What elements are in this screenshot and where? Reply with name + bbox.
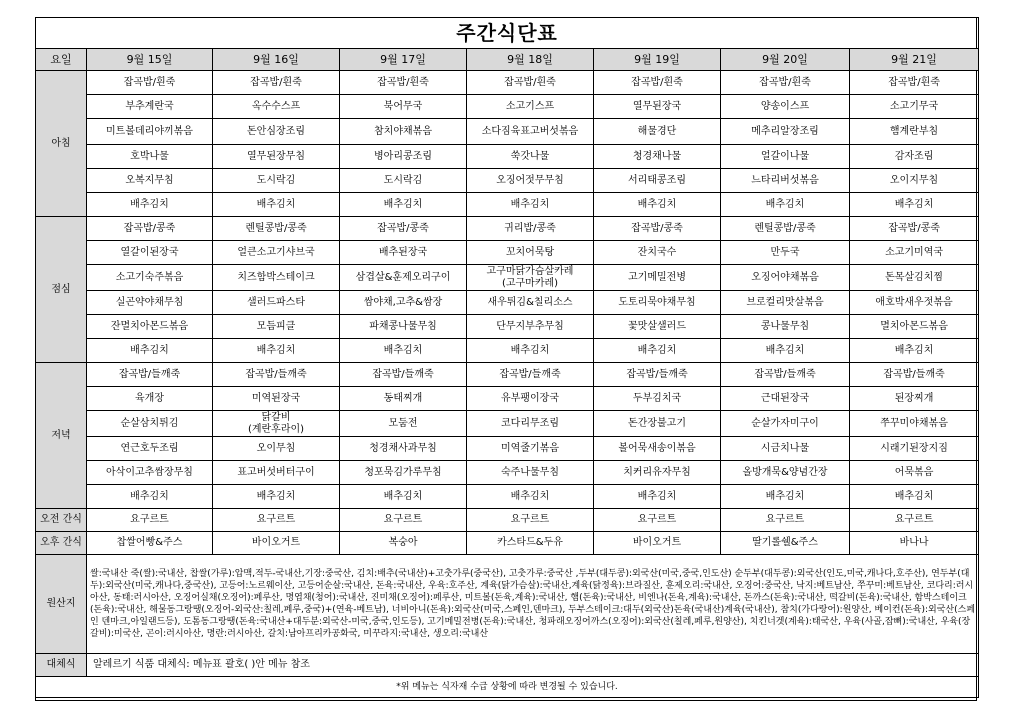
alt-label: 대체식 <box>36 654 87 677</box>
menu-cell: 잡곡밥/들깨죽 <box>87 363 213 387</box>
menu-cell: 잡곡밥/들깨죽 <box>467 363 594 387</box>
day-header: 9월 20일 <box>721 49 850 71</box>
menu-cell: 오징어젓무무침 <box>467 169 594 193</box>
menu-cell: 파채콩나물무침 <box>340 315 467 339</box>
menu-cell: 해물경단 <box>594 119 721 145</box>
menu-cell: 실곤약야채무침 <box>87 291 213 315</box>
menu-cell: 잡곡밥/흰죽 <box>721 71 850 95</box>
menu-cell: 애호박새우젓볶음 <box>850 291 979 315</box>
menu-cell: 잡곡밥/콩죽 <box>87 217 213 241</box>
pm-snack-row <box>36 532 979 555</box>
origin-text: 쌀:국내산 죽(쌀):국내산, 찹쌀(가루):압맥,적두-국내산,기장:중국산, 김치:배추(국내산)+고춧가루(중국산), 고춧가루:중국산 ,두부(대두콩):외국산(미국,중국,인도산) 순두부(대두콩):외국산(인도,미국,캐나다,호주산), 연두부(대두):외국산(미국,캐나다,중국산), 고등어:노르웨이산, 고등어순살:국내산, 돈육:국내산, 우육:호주산, 계육(닭가슴살):국내산,계육(닭정육):브라질산, 훈제오리:국내산, 오징어:중국산, 낙지:베트남산, 쭈꾸미:베트남산, 코다리:러시아산, 동태:러시아산, 오징어실채(오징어):페루산, 명엽채(청어):국내산, 진미채(오징어):페루산, 미트볼(돈육,계육):국내산, 햄(돈육):국내산, 비엔나(돈육,계육):국내산, 돈까스(돈육):국내산, 떡갈비(돈육):국내산, 함박스테이크(돈육):국내산, 해물동그랑땡(오징어-외국산:칠레,페루,중국)+(연육-베트남), 너비아니(돈육):외국산(미국,스페인,덴마크), 두부스테이크:대두(외국산)돈육(국내산)계육(국내산), 참치(가다랑어):원양산, 베이컨(돈육):외국산(스페인 덴마크,아일랜드등), 도톰동그랑땡(돈육:국내산+대두분:외국산-미국,중국,인도등), 고기메밀전병(돈육):국내산, 청파래오징어까스(오징어):외국산(칠레,페루,원양산), 치킨너겟(계육):태국산, 우육(사골,잡뼈):국내산, 우육(장갈비):미국산, 곤이:러시아산, 명란:러시아산, 갈치:남아프리카공화국, 미꾸라지:국내산, 생오리:국내산 <box>87 555 979 654</box>
am-snack-cell: 요구르트 <box>850 509 979 532</box>
menu-cell: 잡곡밥/콩죽 <box>594 217 721 241</box>
menu-cell: 옥수수스프 <box>213 95 340 119</box>
menu-cell: 볼어묵새송이볶음 <box>594 437 721 461</box>
menu-cell: 단무지부추무침 <box>467 315 594 339</box>
menu-cell: 순살가자미구이 <box>721 411 850 437</box>
menu-cell: 잡곡밥/들깨죽 <box>594 363 721 387</box>
pm-snack-cell: 바이오거트 <box>213 532 340 555</box>
menu-cell: 연근호두조림 <box>87 437 213 461</box>
menu-cell: 배추김치 <box>340 485 467 509</box>
menu-cell: 배추된장국 <box>340 241 467 265</box>
menu-cell: 오복지무침 <box>87 169 213 193</box>
alt-text: 알레르기 식품 대체식: 메뉴표 괄호( )안 메뉴 참조 <box>87 654 979 677</box>
menu-cell: 올방개묵&양념간장 <box>721 461 850 485</box>
menu-cell: 멸치아몬드볶음 <box>850 315 979 339</box>
menu-cell: 배추김치 <box>721 339 850 363</box>
menu-cell: 순살삼치튀김 <box>87 411 213 437</box>
breakfast-row <box>36 95 979 119</box>
menu-cell: 배추김치 <box>467 193 594 217</box>
menu-cell: 잡곡밥/콩죽 <box>340 217 467 241</box>
am-snack-cell: 요구르트 <box>594 509 721 532</box>
menu-cell: 잡곡밥/들깨죽 <box>850 363 979 387</box>
menu-cell: 근대된장국 <box>721 387 850 411</box>
dinner-row <box>36 461 979 485</box>
page-title: 주간식단표 <box>36 18 979 49</box>
menu-cell: 렌틸콩밥/콩죽 <box>213 217 340 241</box>
day-header: 9월 15일 <box>87 49 213 71</box>
pm-snack-cell: 딸기롤쉘&주스 <box>721 532 850 555</box>
origin-label: 원산지 <box>36 555 87 654</box>
menu-cell: 동태찌개 <box>340 387 467 411</box>
menu-cell: 배추김치 <box>594 339 721 363</box>
menu-cell: 시금치나물 <box>721 437 850 461</box>
menu-cell: 잡곡밥/흰죽 <box>850 71 979 95</box>
menu-cell: 닭갈비 (계란후라이) <box>213 411 340 437</box>
dinner-row <box>36 411 979 437</box>
menu-cell: 메추리알장조림 <box>721 119 850 145</box>
menu-cell: 돈간장불고기 <box>594 411 721 437</box>
menu-cell: 호박나물 <box>87 145 213 169</box>
menu-cell: 귀리밥/콩죽 <box>467 217 594 241</box>
menu-cell: 양송이스프 <box>721 95 850 119</box>
menu-cell: 도시락김 <box>340 169 467 193</box>
menu-cell: 잡곡밥/들깨죽 <box>340 363 467 387</box>
menu-cell: 잡곡밥/흰죽 <box>594 71 721 95</box>
menu-cell: 청경채사과무침 <box>340 437 467 461</box>
menu-cell: 유부팽이장국 <box>467 387 594 411</box>
dinner-row <box>36 437 979 461</box>
menu-cell: 서리태콩조림 <box>594 169 721 193</box>
menu-cell: 숙주나물무침 <box>467 461 594 485</box>
day-header: 9월 18일 <box>467 49 594 71</box>
menu-cell: 청경채나물 <box>594 145 721 169</box>
pm-snack-cell: 바이오거트 <box>594 532 721 555</box>
menu-cell: 배추김치 <box>594 485 721 509</box>
menu-cell: 모듬피클 <box>213 315 340 339</box>
breakfast-label: 아침 <box>36 71 87 217</box>
pm-snack-cell: 복숭아 <box>340 532 467 555</box>
breakfast-row <box>36 71 979 95</box>
menu-cell: 소고기미역국 <box>850 241 979 265</box>
origin-row <box>36 555 979 654</box>
menu-cell: 소고기무국 <box>850 95 979 119</box>
dinner-row <box>36 387 979 411</box>
menu-cell: 배추김치 <box>594 193 721 217</box>
day-header: 9월 19일 <box>594 49 721 71</box>
lunch-row <box>36 315 979 339</box>
lunch-row <box>36 291 979 315</box>
menu-cell: 두부김치국 <box>594 387 721 411</box>
menu-cell: 잡곡밥/들깨죽 <box>213 363 340 387</box>
pm-snack-cell: 바나나 <box>850 532 979 555</box>
day-header: 9월 17일 <box>340 49 467 71</box>
weekly-menu-table <box>35 17 979 698</box>
am-snack-cell: 요구르트 <box>467 509 594 532</box>
pm-snack-cell: 찹쌀어빵&주스 <box>87 532 213 555</box>
menu-cell: 고구마닭가슴살카레 (고구마카레) <box>467 265 594 291</box>
menu-cell: 콩나물무침 <box>721 315 850 339</box>
am-snack-row <box>36 509 979 532</box>
menu-cell: 청포묵김가루무침 <box>340 461 467 485</box>
menu-cell: 잡곡밥/흰죽 <box>467 71 594 95</box>
dinner-row <box>36 363 979 387</box>
menu-cell: 육개장 <box>87 387 213 411</box>
lunch-label: 점심 <box>36 217 87 363</box>
menu-cell: 배추김치 <box>721 193 850 217</box>
menu-cell: 배추김치 <box>467 339 594 363</box>
menu-cell: 미역된장국 <box>213 387 340 411</box>
pm-snack-label: 오후 간식 <box>36 532 87 555</box>
menu-cell: 오이지무침 <box>850 169 979 193</box>
am-snack-cell: 요구르트 <box>340 509 467 532</box>
menu-cell: 배추김치 <box>87 193 213 217</box>
menu-cell: 시래기된장지짐 <box>850 437 979 461</box>
menu-cell: 돈안심장조림 <box>213 119 340 145</box>
menu-cell: 치커리유자무침 <box>594 461 721 485</box>
footer-row <box>36 677 979 698</box>
menu-cell: 만두국 <box>721 241 850 265</box>
menu-cell: 미트볼데리야끼볶음 <box>87 119 213 145</box>
menu-cell: 잡곡밥/흰죽 <box>213 71 340 95</box>
menu-cell: 모둠전 <box>340 411 467 437</box>
menu-cell: 꽃맛살샐러드 <box>594 315 721 339</box>
menu-cell: 삼겹살&훈제오리구이 <box>340 265 467 291</box>
menu-cell: 배추김치 <box>213 485 340 509</box>
menu-cell: 돈목살김치찜 <box>850 265 979 291</box>
pm-snack-cell: 카스타드&두유 <box>467 532 594 555</box>
menu-cell: 열갈이된장국 <box>87 241 213 265</box>
menu-cell: 잡곡밥/흰죽 <box>340 71 467 95</box>
menu-cell: 참치야채볶음 <box>340 119 467 145</box>
menu-cell: 아삭이고추쌈장무침 <box>87 461 213 485</box>
menu-cell: 도시락김 <box>213 169 340 193</box>
menu-cell: 배추김치 <box>340 193 467 217</box>
menu-cell: 배추김치 <box>87 485 213 509</box>
menu-cell: 배추김치 <box>850 339 979 363</box>
menu-cell: 배추김치 <box>467 485 594 509</box>
dinner-label: 저녁 <box>36 363 87 509</box>
footer-note: *위 메뉴는 식자재 수급 상황에 따라 변경될 수 있습니다. <box>36 677 979 698</box>
menu-cell: 얼갈이나물 <box>721 145 850 169</box>
menu-cell: 배추김치 <box>850 193 979 217</box>
menu-cell: 햄계란부침 <box>850 119 979 145</box>
menu-cell: 북어무국 <box>340 95 467 119</box>
alt-row <box>36 654 979 677</box>
menu-cell: 쌈야채,고추&쌈장 <box>340 291 467 315</box>
menu-cell: 잔멸치아몬드볶음 <box>87 315 213 339</box>
menu-cell: 샐러드파스타 <box>213 291 340 315</box>
lunch-row <box>36 339 979 363</box>
menu-cell: 된장찌개 <box>850 387 979 411</box>
am-snack-cell: 요구르트 <box>213 509 340 532</box>
menu-cell: 코다리무조림 <box>467 411 594 437</box>
menu-cell: 렌틸콩밥/콩죽 <box>721 217 850 241</box>
day-header: 9월 16일 <box>213 49 340 71</box>
menu-cell: 배추김치 <box>850 485 979 509</box>
day-label: 요일 <box>36 49 87 71</box>
menu-cell: 병아리콩조림 <box>340 145 467 169</box>
menu-cell: 오이무침 <box>213 437 340 461</box>
menu-cell: 도토리묵야채무침 <box>594 291 721 315</box>
menu-cell: 소고기숙주볶음 <box>87 265 213 291</box>
menu-cell: 치즈함박스테이크 <box>213 265 340 291</box>
menu-cell: 새우튀김&칠리소스 <box>467 291 594 315</box>
menu-cell: 배추김치 <box>213 339 340 363</box>
breakfast-row <box>36 193 979 217</box>
menu-cell: 오징어야채볶음 <box>721 265 850 291</box>
menu-cell: 고기메밀전병 <box>594 265 721 291</box>
menu-cell: 표고버섯버터구이 <box>213 461 340 485</box>
dinner-row <box>36 485 979 509</box>
breakfast-row <box>36 169 979 193</box>
lunch-row <box>36 217 979 241</box>
menu-cell: 배추김치 <box>87 339 213 363</box>
day-header-row <box>36 49 979 71</box>
lunch-row <box>36 241 979 265</box>
title-row <box>36 18 979 49</box>
lunch-row <box>36 265 979 291</box>
day-header: 9월 21일 <box>850 49 979 71</box>
menu-cell: 쑥갓나물 <box>467 145 594 169</box>
menu-cell: 잡곡밥/흰죽 <box>87 71 213 95</box>
menu-cell: 소고기스프 <box>467 95 594 119</box>
menu-cell: 얼큰소고기샤브국 <box>213 241 340 265</box>
menu-cell: 느타리버섯볶음 <box>721 169 850 193</box>
menu-cell: 부추계란국 <box>87 95 213 119</box>
breakfast-row <box>36 119 979 145</box>
menu-cell: 잡곡밥/들깨죽 <box>721 363 850 387</box>
menu-cell: 배추김치 <box>721 485 850 509</box>
am-snack-label: 오전 간식 <box>36 509 87 532</box>
am-snack-cell: 요구르트 <box>721 509 850 532</box>
menu-cell: 소다짐육표고버섯볶음 <box>467 119 594 145</box>
menu-cell: 잔치국수 <box>594 241 721 265</box>
menu-cell: 감자조림 <box>850 145 979 169</box>
menu-cell: 브로컬리맛살볶음 <box>721 291 850 315</box>
menu-cell: 어묵볶음 <box>850 461 979 485</box>
menu-cell: 열무된장국 <box>594 95 721 119</box>
menu-cell: 열무된장무침 <box>213 145 340 169</box>
menu-cell: 꼬치어묵탕 <box>467 241 594 265</box>
menu-cell: 배추김치 <box>340 339 467 363</box>
menu-cell: 잡곡밥/콩죽 <box>850 217 979 241</box>
menu-cell: 배추김치 <box>213 193 340 217</box>
breakfast-row <box>36 145 979 169</box>
menu-cell: 미역줄기볶음 <box>467 437 594 461</box>
am-snack-cell: 요구르트 <box>87 509 213 532</box>
menu-cell: 쭈꾸미야채볶음 <box>850 411 979 437</box>
